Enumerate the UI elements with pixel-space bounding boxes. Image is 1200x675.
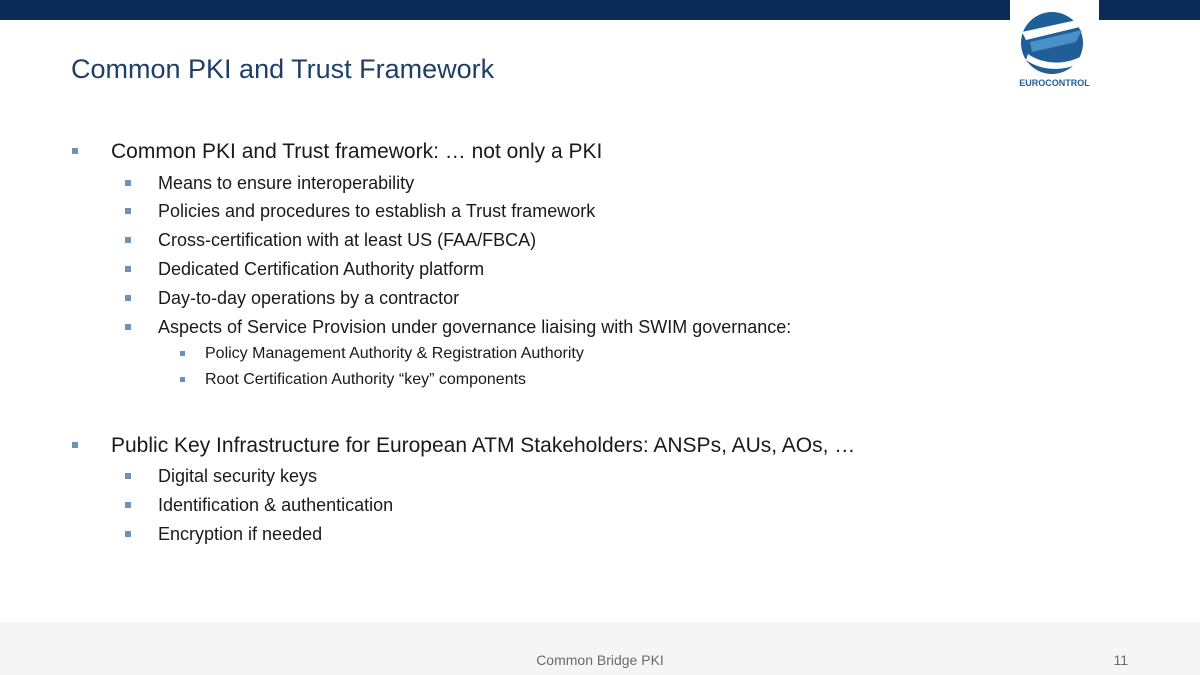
bullet-icon xyxy=(72,442,78,448)
list-item: Day-to-day operations by a contractor xyxy=(158,288,460,308)
footer xyxy=(0,622,1200,675)
top-bar-right xyxy=(1099,0,1200,20)
list-item: Identification & authentication xyxy=(158,495,394,515)
bullet-icon xyxy=(125,324,131,330)
list-item: Cross-certification with at least US (FAA/FBCA) xyxy=(158,230,537,250)
bullet-icon xyxy=(180,377,185,382)
list-item: Encryption if needed xyxy=(158,524,323,544)
bullet-icon xyxy=(125,473,131,479)
list-item: Dedicated Certification Authority platform xyxy=(158,259,485,279)
list-item: Means to ensure interoperability xyxy=(158,173,415,193)
page-number: 11 xyxy=(1113,652,1128,668)
page-title: Common PKI and Trust Framework xyxy=(71,54,495,84)
list-item: Policies and procedures to establish a Trust framework xyxy=(158,201,596,221)
logo-text: EUROCONTROL xyxy=(1019,78,1090,88)
bullet-icon xyxy=(125,180,131,186)
sub-list-item: Policy Management Authority & Registration Authority xyxy=(205,345,584,362)
bullet-icon xyxy=(125,266,131,272)
list-item: Digital security keys xyxy=(158,466,318,486)
section-heading: Common PKI and Trust framework: … not only a PKI xyxy=(111,140,603,163)
list-item: Aspects of Service Provision under governance liaising with SWIM governance: xyxy=(158,317,792,337)
footer-title: Common Bridge PKI xyxy=(536,652,664,668)
sub-list-item: Root Certification Authority “key” components xyxy=(205,371,527,388)
bullet-icon xyxy=(125,502,131,508)
eurocontrol-logo-icon xyxy=(1018,12,1090,76)
logo xyxy=(1010,0,1099,100)
top-bar-left xyxy=(0,0,1010,20)
bullet-icon xyxy=(180,351,185,356)
section-heading: Public Key Infrastructure for European ATM Stakeholders: ANSPs, AUs, AOs, … xyxy=(111,434,856,457)
bullet-icon xyxy=(125,208,131,214)
bullet-icon xyxy=(125,531,131,537)
bullet-icon xyxy=(72,148,78,154)
bullet-icon xyxy=(125,237,131,243)
bullet-icon xyxy=(125,295,131,301)
